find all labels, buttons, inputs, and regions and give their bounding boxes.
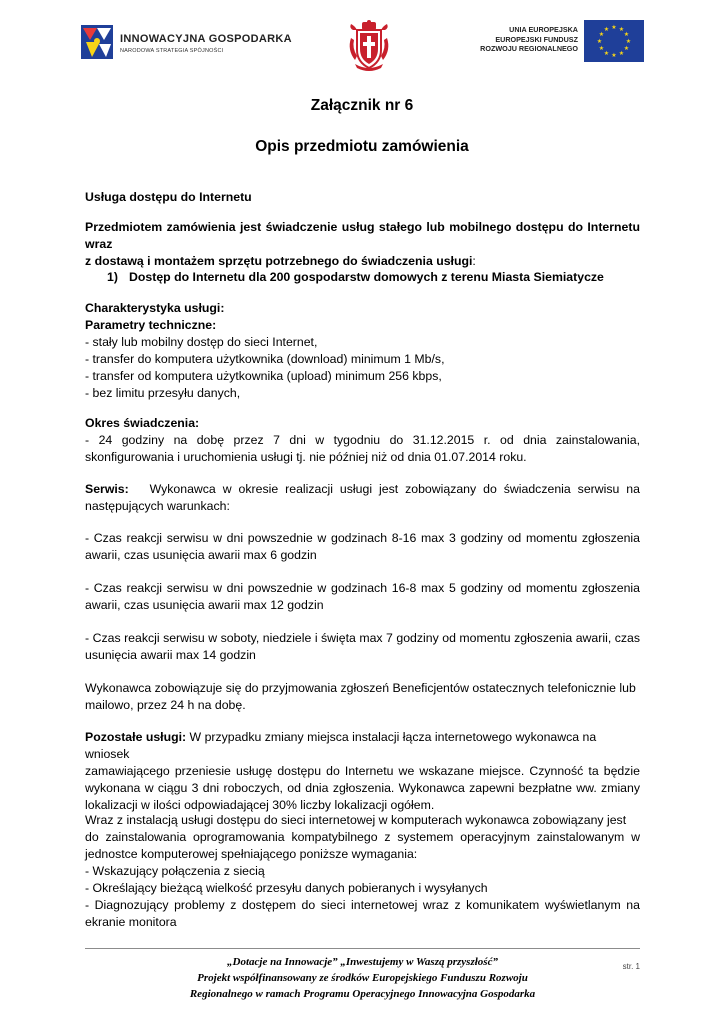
eu-flag-icon [584, 20, 644, 62]
ig-emblem-icon [80, 24, 114, 60]
ig-logo-subtitle: NARODOWA STRATEGIA SPÓJNOŚCI [120, 48, 224, 54]
ig-logo-title: INNOWACYJNA GOSPODARKA [120, 33, 292, 45]
service-line-1 [85, 481, 640, 498]
service-line-2: następujących warunkach: [85, 499, 230, 513]
software-line-2: do zainstalowania oprogramowania kompatybilnego z systemem operacyjnym zainstalowanym w [85, 830, 640, 844]
response-time-1 [85, 530, 640, 564]
intro-colon: : [472, 254, 476, 268]
response-time-2-line-1: - Czas reakcji serwisu w dni powszednie w godzinach 16-8 max 5 godziny od momentu zgłoszenia [85, 581, 640, 595]
characteristics-label: Charakterystyka usługi: [85, 301, 225, 315]
service-block [85, 481, 640, 515]
svg-text:★: ★ [611, 24, 617, 31]
reports-line-1: Wykonawca zobowiązuje się do przyjmowania zgłoszeń Beneficjentów ostatecznych telefonicznie lub [85, 681, 636, 695]
software-block [85, 812, 640, 931]
crest-icon [345, 20, 393, 72]
param-item: - transfer od komputera użytkownika (upload) minimum 256 kbps, [85, 369, 442, 383]
response-time-1-line-1: - Czas reakcji serwisu w dni powszednie w godzinach 8-16 max 3 godziny od momentu zgłoszenia [85, 531, 640, 545]
innowacyjna-gospodarka-logo [80, 20, 300, 64]
eu-logo [470, 18, 644, 64]
response-time-3-line-1: - Czas reakcji serwisu w soboty, niedziele i święta max 7 godziny od momentu zgłoszenia awarii, czas [85, 631, 640, 645]
svg-text:★: ★ [618, 26, 625, 33]
response-time-2-line-2: awarii, czas usunięcia awarii max 12 godzin [85, 598, 324, 612]
page-subtitle: Opis przedmiotu zamówienia [255, 138, 469, 155]
footer-divider [85, 948, 640, 949]
other-services-line-4: lokalizacji w ilości odpowiadającej 30% liczby lokalizacji ogółem. [85, 798, 435, 812]
period-line-2: skonfigurowania i uruchomienia usługi tj. nie później niż od dnia 01.07.2014 roku. [85, 450, 527, 464]
intro-line-1: Przedmiotem zamówienia jest świadczenie usług stałego lub mobilnego dostępu do Internetu wraz [85, 220, 640, 251]
svg-text:★: ★ [625, 38, 632, 45]
characteristics-block [85, 300, 640, 402]
software-line-1: Wraz z instalacją usługi dostępu do sieci internetowej w komputerach wykonawca zobowiązany jest [85, 813, 627, 827]
svg-text:★: ★ [603, 50, 610, 57]
parameters-label: Parametry techniczne: [85, 318, 217, 332]
eu-text-block [470, 25, 578, 54]
reports-paragraph [85, 680, 640, 714]
other-services-line-2: zamawiającego przeniesie usługę dostępu do Internetu we wskazane miejsce. Czynność ta będzie [85, 764, 640, 778]
item-1-text: Dostęp do Internetu dla 200 gospodarstw domowych z terenu Miasta Siemiatycze [129, 270, 604, 284]
svg-text:★: ★ [623, 31, 630, 38]
footer-text [140, 954, 585, 1002]
eu-line-1: UNIA EUROPEJSKA [509, 25, 578, 34]
eu-line-2: EUROPEJSKI FUNDUSZ [495, 34, 578, 44]
intro-line-2-text: z dostawą i montażem sprzętu potrzebnego do świadczenia usługi [85, 254, 473, 268]
response-time-3 [85, 630, 640, 664]
svg-text:★: ★ [596, 38, 603, 45]
other-services-label: Pozostałe usługi: [85, 730, 187, 744]
svg-text:★: ★ [611, 52, 617, 59]
other-services-line-1-text: W przypadku zmiany miejsca instalacji łącza internetowego wykonawca na wniosek [85, 730, 597, 761]
footer-line-2: Projekt współfinansowany ze środków Europejskiego Funduszu Rozwoju [197, 972, 528, 984]
city-crest [345, 20, 393, 72]
svg-text:★: ★ [618, 50, 625, 57]
period-label: Okres świadczenia: [85, 416, 200, 430]
svg-text:★: ★ [623, 45, 630, 52]
other-services-line-1 [85, 729, 640, 763]
other-services-line-3: wykonana w ciągu 3 dni roboczych, od dnia zgłoszenia. Wykonawca zapewni bezpłatne ww. zmiany [85, 781, 640, 795]
service-line-1-text: Wykonawca w okresie realizacji usługi jest zobowiązany do świadczenia serwisu na [149, 482, 640, 496]
software-item: - Wskazujący połączenia z siecią [85, 864, 265, 878]
section-heading: Usługa dostępu do Internetu [85, 190, 252, 204]
intro-paragraph [85, 219, 640, 270]
period-block [85, 415, 640, 466]
software-item-3-line-2: ekranie monitora [85, 915, 177, 929]
software-item: - Określający bieżącą wielkość przesyłu danych pobieranych i wysyłanych [85, 881, 488, 895]
svg-text:★: ★ [598, 45, 605, 52]
param-item: - transfer do komputera użytkownika (download) minimum 1 Mb/s, [85, 352, 445, 366]
period-line-1: - 24 godziny na dobę przez 7 dni w tygodniu do 31.12.2015 r. od dnia zainstalowania, [85, 433, 640, 447]
item-1 [107, 269, 640, 286]
intro-line-2 [85, 253, 640, 270]
software-item-3-line-1: - Diagnozujący problemy z dostępem do sieci internetowej wraz z komunikatem wyświetlanym na [85, 898, 640, 912]
response-time-2 [85, 580, 640, 614]
response-time-3-line-2: usunięcia awarii max 14 godzin [85, 648, 256, 662]
other-services-block [85, 729, 640, 814]
software-line-3: jednostce komputerowej spełniającego poniższe wymagania: [85, 847, 418, 861]
page-number: str. 1 [622, 962, 640, 971]
reports-line-2: mailowo, przez 24 h na dobę. [85, 698, 246, 712]
footer-line-3: Regionalnego w ramach Programu Operacyjnego Innowacyjna Gospodarka [189, 988, 536, 1000]
service-label: Serwis: [85, 482, 129, 496]
eu-line-3: ROZWOJU REGIONALNEGO [480, 44, 578, 53]
svg-text:★: ★ [598, 31, 605, 38]
item-1-number: 1) [107, 270, 118, 284]
svg-text:★: ★ [603, 26, 610, 33]
footer-line-1: „Dotacje na Innowacje” „Inwestujemy w Waszą przyszłość” [227, 956, 498, 968]
response-time-1-line-2: awarii, czas usunięcia awarii max 6 godzin [85, 548, 317, 562]
param-item: - stały lub mobilny dostęp do sieci Internet, [85, 335, 318, 349]
param-item: - bez limitu przesyłu danych, [85, 386, 241, 400]
page-title: Załącznik nr 6 [310, 97, 414, 114]
